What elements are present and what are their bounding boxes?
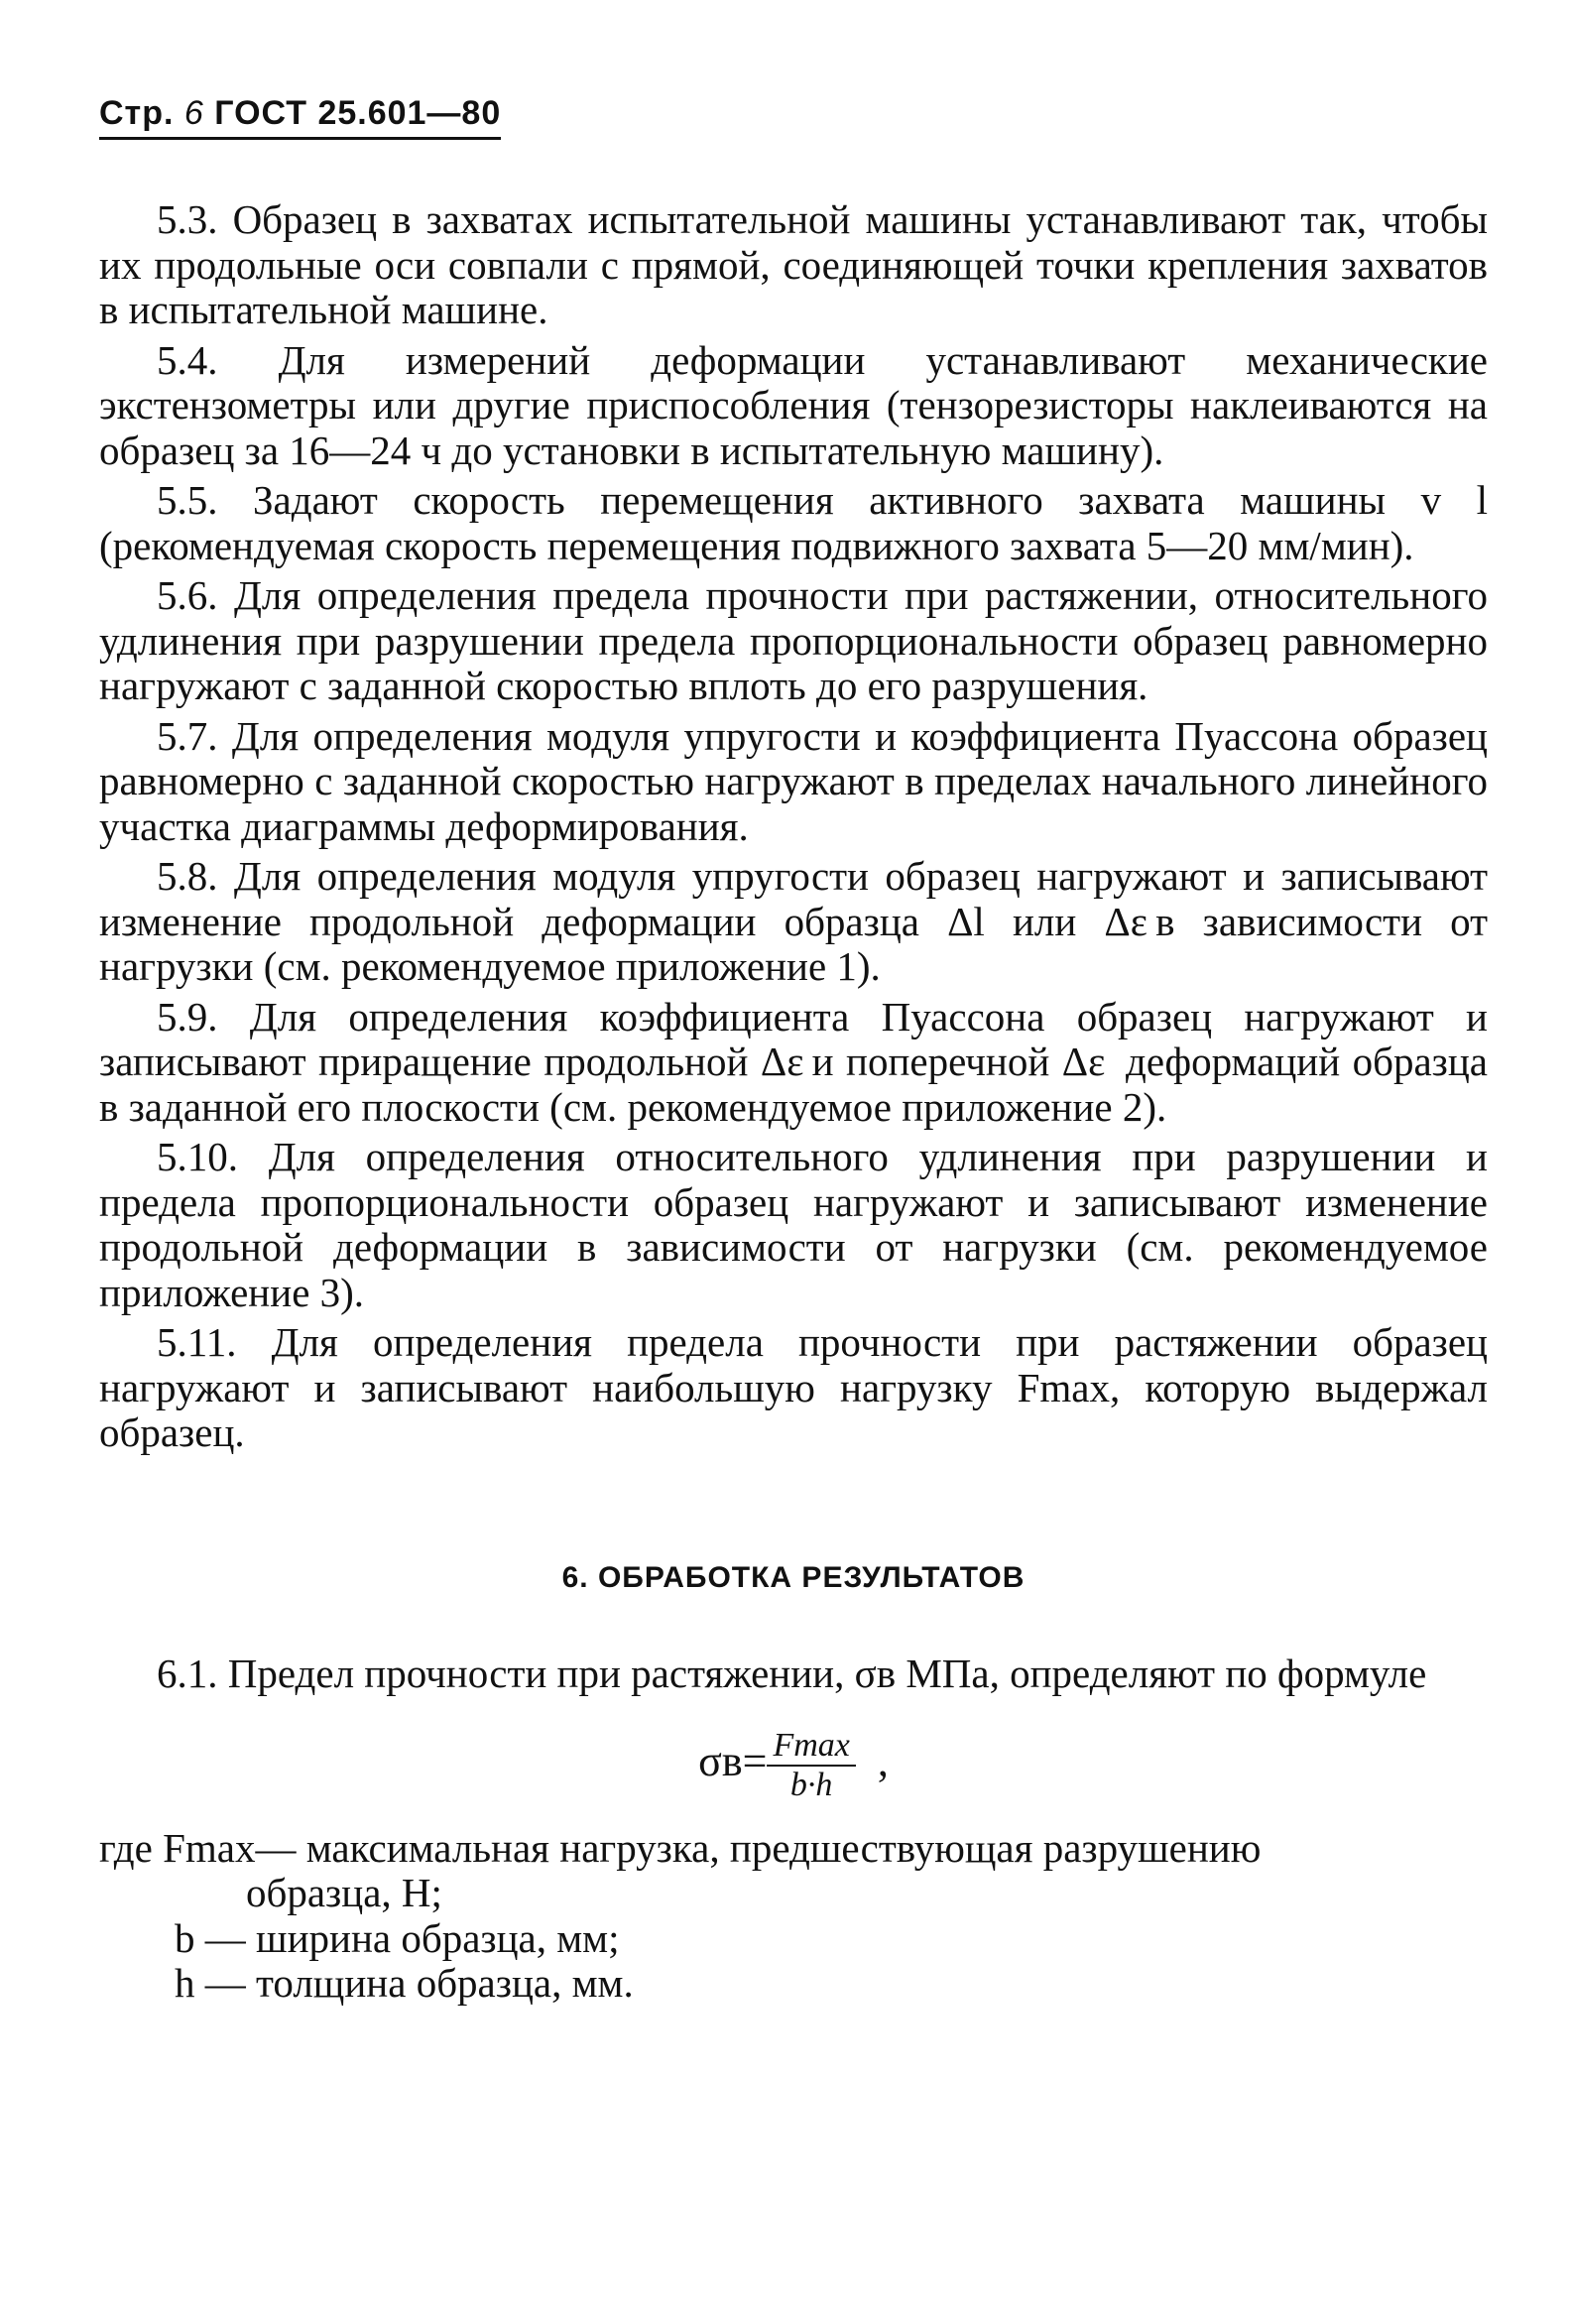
formula-comma: , [877,1736,889,1785]
definition-fmax [99,1826,1488,1872]
page-label: Стр. [99,94,175,132]
definition-fmax-symbol: где Fmax [99,1824,256,1871]
paragraph-5-9: 5.9. Для определения коэффициента Пуассона образец нагружают и записывают приращение продольной Δε и поперечной Δε деформаций образца в заданной его плоскости (см. рекомендуемое приложение 2). [99,993,1488,1130]
formula-denominator: b·h [789,1766,833,1803]
page-number: 6 [183,94,204,132]
paragraph-5-5: 5.5. Задают скорость перемещения активного захвата машины v l (рекомендуемая скорость перемещения подвижного захвата 5—20 мм/мин). [99,477,1488,568]
paragraph-5-10: 5.10. Для определения относительного удлинения при разрушении и предела пропорциональности образец нагружают и записывают изменение продольной деформации в зависимости от нагрузки (см. рекомендуемое приложение 3). [99,1134,1488,1315]
paragraph-5-6: 5.6. Для определения предела прочности при растяжении, относительного удлинения при разрушении предела пропорциональности образец равномерно нагружают с заданной скоростью вплоть до его разрушения. [99,572,1488,708]
document-body [99,197,1488,2007]
definition-b: b — ширина образца, мм; [175,1914,620,1961]
formula-numerator: Fmax [767,1727,855,1767]
document-page [99,94,1488,2007]
paragraph-5-7: 5.7. Для определения модуля упругости и коэффициента Пуассона образец равномерно с заданной скоростью нагружают в пределах начального линейного участка диаграммы деформирования. [99,712,1488,849]
paragraph-5-3: 5.3. Образец в захватах испытательной машины устанавливают так, чтобы их продольные оси совпали с прямой, соединяющей точки крепления захватов в испытательной машине. [99,196,1488,332]
page-header [99,94,501,140]
formula [99,1727,1488,1804]
definition-fmax-continuation: образца, Н; [246,1870,442,1915]
standard-code: ГОСТ 25.601—80 [214,94,502,132]
paragraph-5-11: 5.11. Для определения предела прочности при растяжении образец нагружают и записывают наибольшую нагрузку Fmax, которую выдержал образец. [99,1319,1488,1455]
paragraph-5-4: 5.4. Для измерений деформации устанавливают механические экстензометры или другие приспособления (тензорезисторы наклеиваются на образец за 16—24 ч до установки в испытательную машину). [99,336,1488,473]
formula-lhs: σв [698,1736,743,1785]
section-title: 6. ОБРАБОТКА РЕЗУЛЬТАТОВ [561,1560,1026,1594]
definition-fmax-text: — максимальная нагрузка, предшествующая разрушению [255,1824,1262,1871]
definition-h: h — толщина образца, мм. [175,1960,634,2006]
paragraph-5-8: 5.8. Для определения модуля упругости образец нагружают и записывают изменение продольной деформации образца Δl или Δε в зависимости от нагрузки (см. рекомендуемое приложение 1). [99,853,1488,989]
formula-equals: = [742,1736,768,1785]
variable-definitions [99,1826,1488,2007]
formula-fraction [767,1727,855,1804]
paragraph-6-1: 6.1. Предел прочности при растяжении, σв МПа, определяют по формуле [157,1651,1427,1696]
